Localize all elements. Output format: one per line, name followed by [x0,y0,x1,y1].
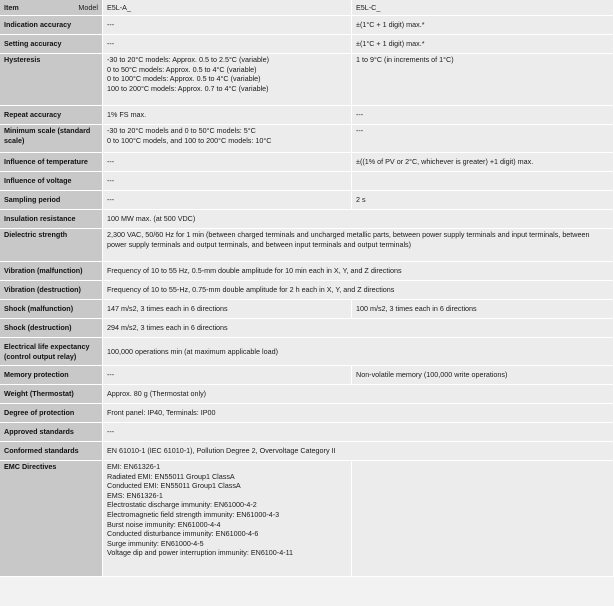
table-row [0,338,614,366]
item-header-label: Item [4,2,19,12]
row-item-label: Indication accuracy [0,16,103,35]
table-row [0,404,614,423]
table-row [0,461,614,577]
e5l-c-value: ±(1°C + 1 digit) max.* [352,16,614,35]
row-item-label [0,338,103,366]
row-item-label: EMC Directives [0,461,103,577]
e5l-a-value [103,125,352,153]
value-line: Voltage dip and power interruption immunity: EN6100-4-11 [107,548,294,558]
row-item-label: Minimum scale (standard scale) [0,125,103,153]
value-line: EMS: EN61326-1 [107,490,163,500]
shared-value: EN 61010-1 (IEC 61010-1), Pollution Degree 2, Overvoltage Category II [103,442,614,461]
row-item-label: Setting accuracy [0,35,103,54]
e5l-a-column-header: E5L-A_ [103,0,352,16]
table-row [0,35,614,54]
e5l-c-value: 100 m/s2, 3 times each in 6 directions [352,300,614,319]
row-item-label: Vibration (malfunction) [0,262,103,281]
table-row [0,210,614,229]
e5l-c-value [352,461,614,577]
value-line: Electrostatic discharge immunity: EN61000-4-2 [107,500,257,510]
shared-value: Front panel: IP40, Terminals: IP00 [103,404,614,423]
e5l-a-value [103,461,352,577]
table-row [0,385,614,404]
e5l-a-value: --- [103,366,352,385]
e5l-a-value: --- [103,16,352,35]
e5l-a-value: --- [103,172,352,191]
table-row [0,106,614,125]
e5l-a-value: 1% FS max. [103,106,352,125]
value-line: 0 to 50°C models: Approx. 0.5 to 4°C (variable) [107,64,257,74]
row-item-label: Shock (destruction) [0,319,103,338]
row-item-label: Vibration (destruction) [0,281,103,300]
shared-value: 100 MW max. (at 500 VDC) [103,210,614,229]
e5l-a-value: --- [103,191,352,210]
value-line: 0 to 100°C models, and 100 to 200°C models: 10°C [107,135,272,145]
value-line: Radiated EMI: EN55011 Group1 ClassA [107,471,235,481]
table-row [0,442,614,461]
e5l-a-value: --- [103,153,352,172]
table-row [0,281,614,300]
e5l-a-value: --- [103,35,352,54]
row-item-label: Conformed standards [0,442,103,461]
item-label-line: Electrical life expectancy [4,341,90,351]
e5l-c-value: 1 to 9°C (in increments of 1°C) [352,54,614,106]
value-line: -30 to 20°C models: Approx. 0.5 to 2.5°C (variable) [107,55,269,64]
row-item-label: Influence of temperature [0,153,103,172]
value-line: -30 to 20°C models and 0 to 50°C models: 5°C [107,126,256,135]
row-item-label: Approved standards [0,423,103,442]
value-line: Surge immunity: EN61000-4-5 [107,538,204,548]
table-row [0,172,614,191]
e5l-a-value: 147 m/s2, 3 times each in 6 directions [103,300,352,319]
value-line: EMI: EN61326-1 [107,462,161,471]
shared-value: Frequency of 10 to 55 Hz, 0.5-mm double amplitude for 10 min each in X, Y, and Z directions [103,262,614,281]
e5l-c-value: --- [352,106,614,125]
table-row [0,229,614,262]
row-item-label: Shock (malfunction) [0,300,103,319]
table-row [0,125,614,153]
value-line: Electromagnetic field strength immunity: EN61000-4-3 [107,509,280,519]
shared-value: Frequency of 10 to 55-Hz, 0.75-mm double amplitude for 2 h each in X, Y, and Z directions [103,281,614,300]
value-line: 0 to 100°C models: Approx. 0.5 to 4°C (variable) [107,74,261,84]
row-item-label: Influence of voltage [0,172,103,191]
table-row [0,153,614,172]
row-item-label: Sampling period [0,191,103,210]
shared-value: --- [103,423,614,442]
table-row [0,16,614,35]
table-header-row [0,0,614,16]
row-item-label: Insulation resistance [0,210,103,229]
e5l-c-column-header: E5L-C_ [352,0,614,16]
table-row [0,300,614,319]
table-row [0,319,614,338]
value-line: Burst noise immunity: EN61000-4-4 [107,519,221,529]
value-line: 100 to 200°C models: Approx. 0.7 to 4°C (variable) [107,83,269,93]
row-item-label: Weight (Thermostat) [0,385,103,404]
e5l-c-value: --- [352,125,614,153]
row-item-label: Hysteresis [0,54,103,106]
table-row [0,366,614,385]
e5l-a-value [103,54,352,106]
e5l-c-value: ±(1°C + 1 digit) max.* [352,35,614,54]
row-item-label: Memory protection [0,366,103,385]
shared-value: Approx. 80 g (Thermostat only) [103,385,614,404]
row-item-label: Repeat accuracy [0,106,103,125]
e5l-c-value [352,172,614,191]
table-row [0,262,614,281]
shared-value: 2,300 VAC, 50/60 Hz for 1 min (between charged terminals and uncharged metallic parts, between power supply terminals and input terminals, between power supply terminals and output terminals, and between input terminals and output terminals) [103,229,614,262]
value-line: Conducted disturbance immunity: EN61000-4-6 [107,529,259,539]
shared-value: 294 m/s2, 3 times each in 6 directions [103,319,614,338]
table-row [0,423,614,442]
item-label-line: (control output relay) [4,351,77,361]
table-row [0,191,614,210]
model-header-label: Model [78,2,98,12]
row-item-label: Degree of protection [0,404,103,423]
value-line: Conducted EMI: EN55011 Group1 ClassA [107,481,241,491]
item-model-header [0,0,103,16]
e5l-c-value: 2 s [352,191,614,210]
e5l-c-value: ±((1% of PV or 2°C, whichever is greater) +1 digit) max. [352,153,614,172]
shared-value: 100,000 operations min (at maximum applicable load) [103,338,614,366]
table-row [0,54,614,106]
row-item-label: Dielectric strength [0,229,103,262]
e5l-c-value: Non-volatile memory (100,000 write operations) [352,366,614,385]
